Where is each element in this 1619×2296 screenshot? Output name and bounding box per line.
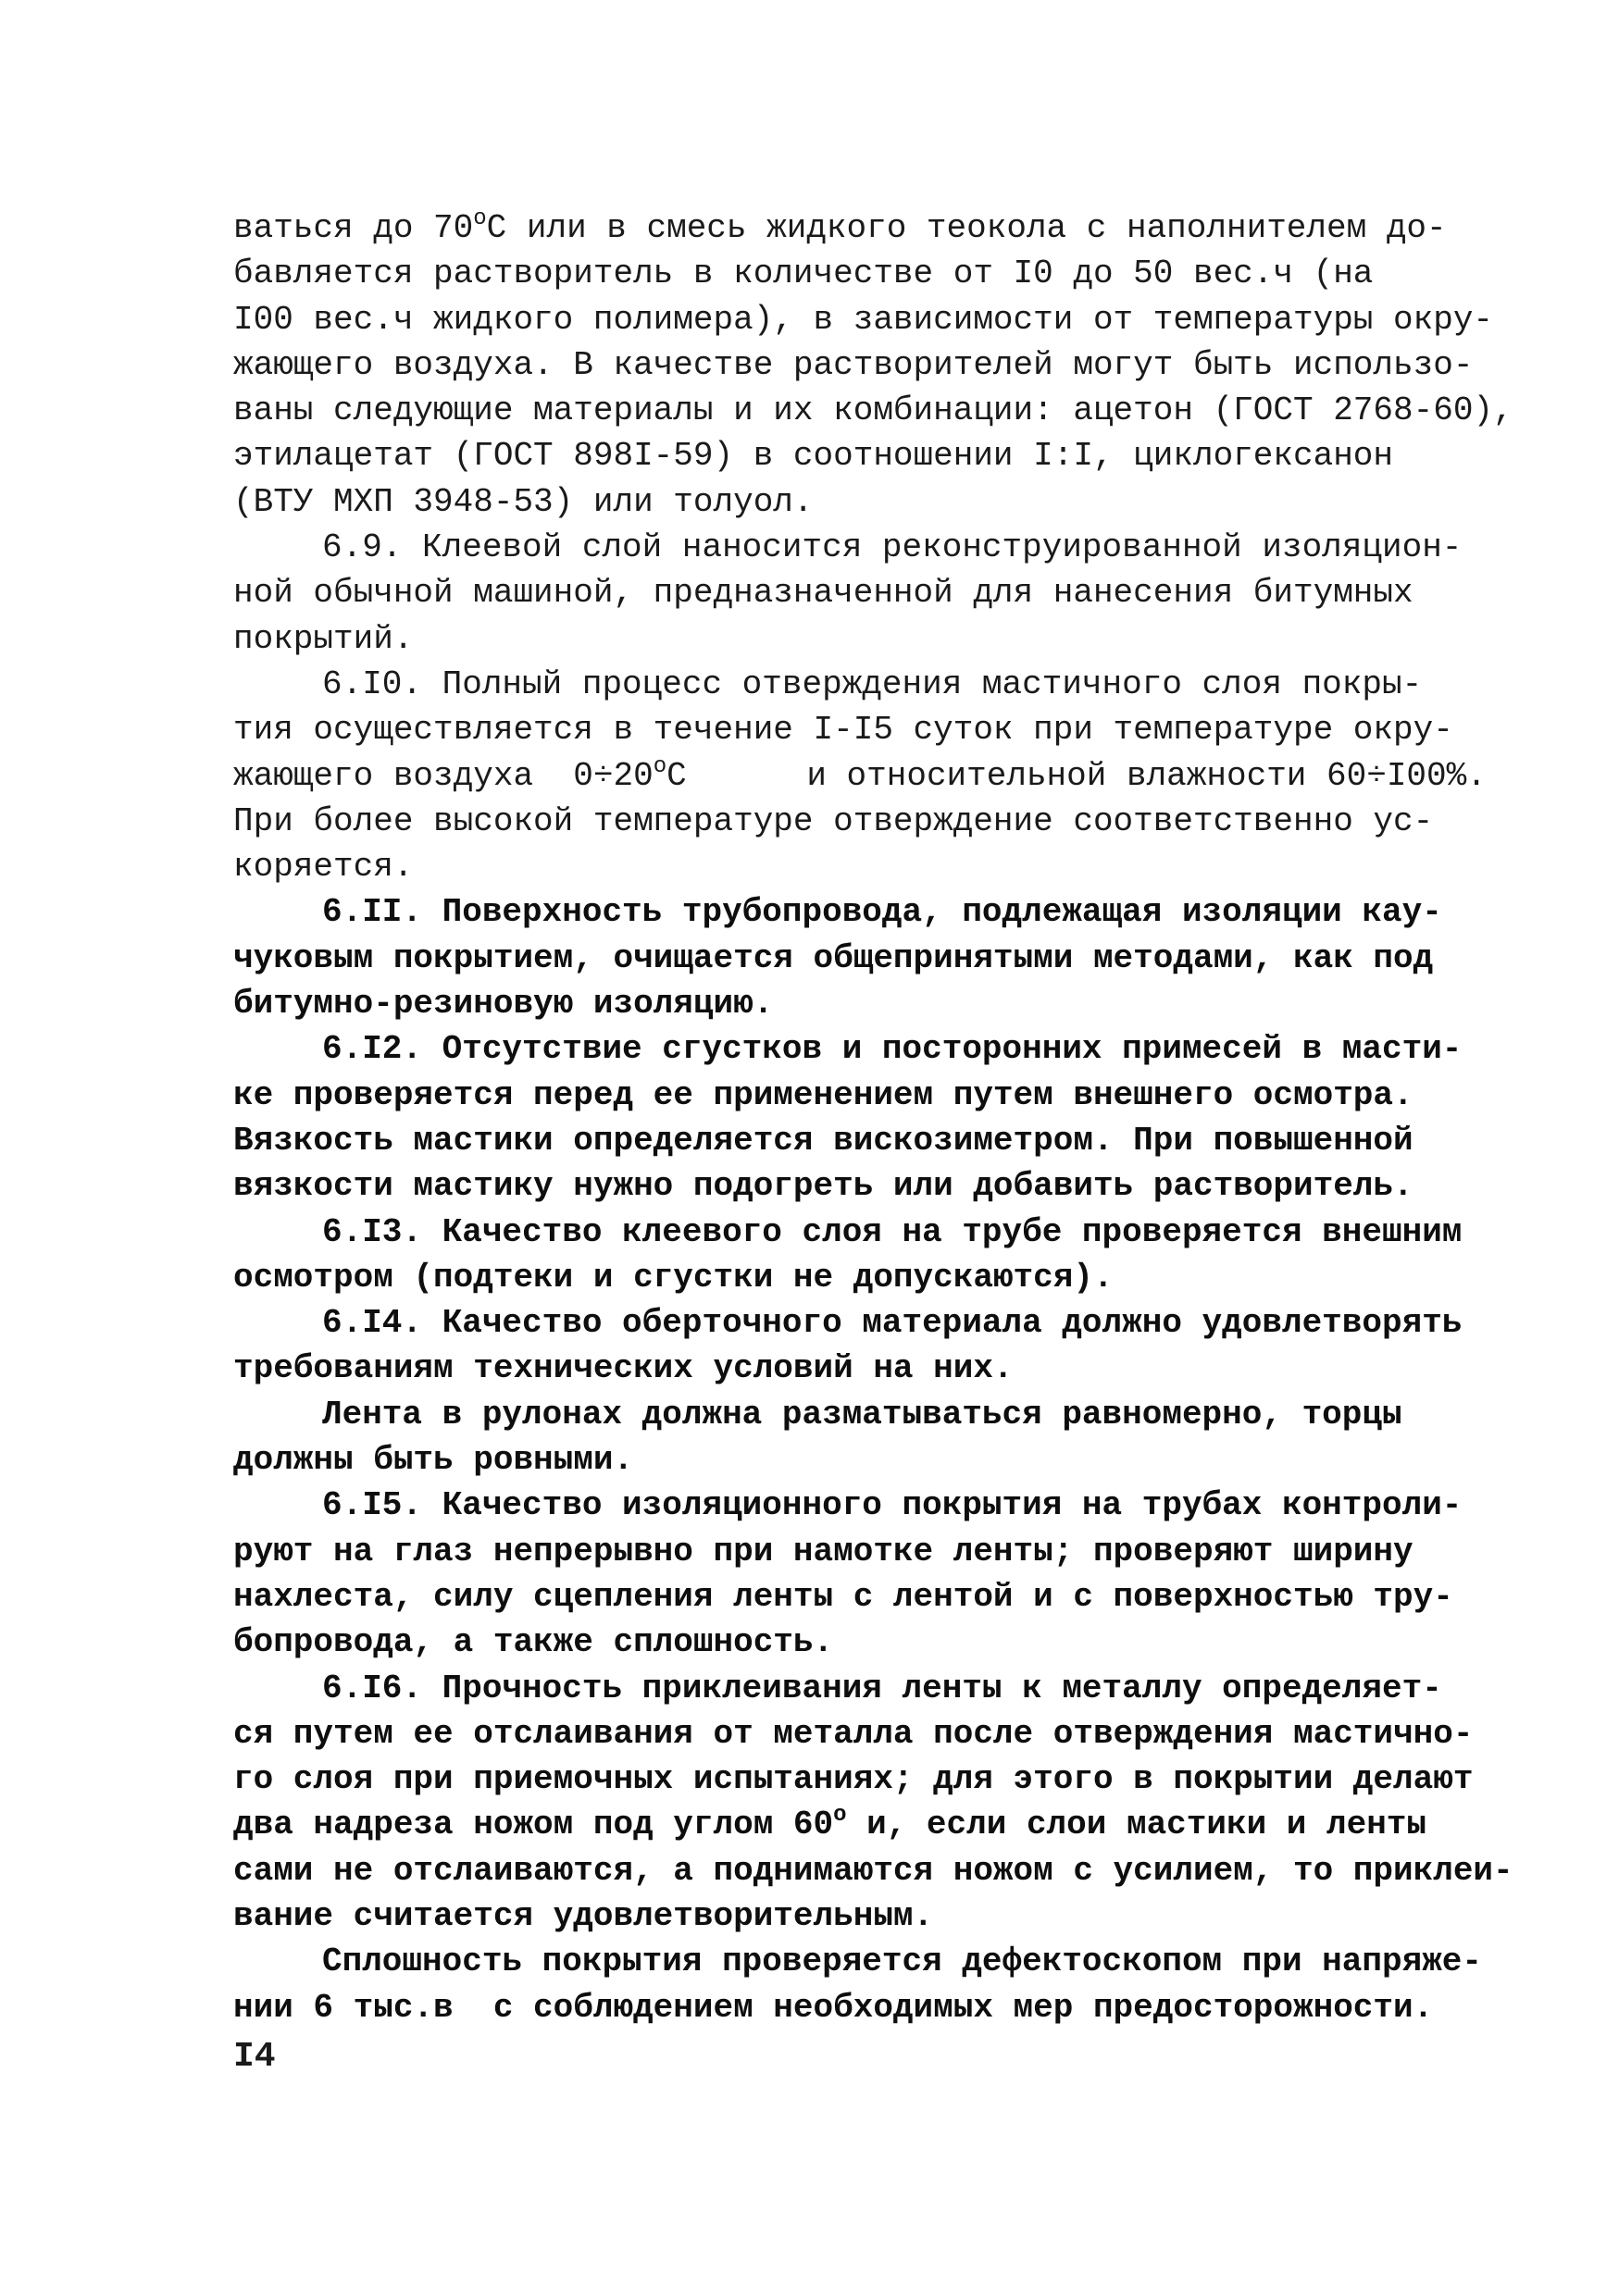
document-page — [233, 205, 1513, 2080]
paragraph-p-6-15 — [233, 1483, 1463, 1665]
text-line: 6.II. Поверхность трубопровода, подлежащая изоляции кау- — [322, 893, 1442, 932]
text-line: ся путем ее отслаивания от металла после отверждения мастично- — [233, 1714, 1474, 1753]
text-line: го слоя при приемочных испытаниях; для этого в покрытии делают — [233, 1760, 1474, 1799]
text-line: жающего воздуха $0\div 20^oС$ и относительной влажности 60÷I00%. — [233, 753, 1487, 795]
text-line: бопровода, а также сплошность. — [233, 1623, 834, 1662]
document-body — [233, 205, 1513, 2030]
text-line: два надреза ножом под углом 60$^o$ и, если слои мастики и ленты — [233, 1803, 1427, 1844]
text-line: ке проверяется перед ее применением путем внешнего осмотра. — [233, 1075, 1414, 1114]
paragraph-p-intro — [233, 205, 1513, 525]
text-line: вязкости мастику нужно подогреть или добавить растворитель. — [233, 1167, 1414, 1206]
paragraph-p-6-14 — [233, 1300, 1463, 1392]
text-line: бавляется растворитель в количестве от I0 до 50 вес.ч (на — [233, 254, 1374, 293]
paragraph-p-6-10 — [233, 662, 1487, 889]
text-line: 6.I6. Прочность приклеивания ленты к металлу определяет- — [322, 1669, 1442, 1707]
text-line: требованиям технических условий на них. — [233, 1349, 1014, 1388]
paragraph-p-6-16 — [233, 1666, 1513, 1940]
text-line: руют на глаз непрерывно при намотке ленты; проверяют ширину — [233, 1532, 1414, 1570]
text-line: коряется. — [233, 848, 414, 887]
text-line: осмотром (подтеки и сгустки не допускаются). — [233, 1258, 1114, 1297]
text-line: Лента в рулонах должна разматываться равномерно, торцы — [322, 1395, 1402, 1433]
text-line: вание считается удовлетворительным. — [233, 1896, 934, 1935]
text-line: Сплошность покрытия проверяется дефектоскопом при напряже- — [322, 1942, 1483, 1981]
text-line: 6.I3. Качество клеевого слоя на трубе проверяется внешним — [322, 1212, 1463, 1251]
paragraph-p-6-12 — [233, 1026, 1463, 1209]
text-line: При более высокой температуре отверждение соответственно ус- — [233, 801, 1434, 840]
paragraph-p-6-11 — [233, 889, 1442, 1026]
text-line: должны быть ровными. — [233, 1441, 634, 1480]
text-line: жающего воздуха. В качестве растворителей могут быть использо- — [233, 345, 1474, 384]
text-line: (ВТУ МХП 3948-53) или толуол. — [233, 482, 814, 521]
text-line: чуковым покрытием, очищается общепринятыми методами, как под — [233, 938, 1434, 977]
text-line: 6.I2. Отсутствие сгустков и посторонних примесей в масти- — [322, 1030, 1463, 1069]
text-line: битумно-резиновую изоляцию. — [233, 985, 774, 1024]
text-line: сами не отслаиваются, а поднимаются ножом с усилием, то приклеи- — [233, 1851, 1513, 1890]
text-line: 6.I5. Качество изоляционного покрытия на трубах контроли- — [322, 1486, 1463, 1525]
text-line: 6.9. Клеевой слой наносится реконструированной изоляцион- — [322, 528, 1463, 567]
text-line: ной обычной машиной, предназначенной для нанесения битумных — [233, 574, 1414, 613]
text-line: 6.I4. Качество оберточного материала должно удовлетворять — [322, 1304, 1463, 1343]
text-line: нахлеста, силу сцепления ленты с лентой и с поверхностью тру- — [233, 1577, 1453, 1616]
page-number: I4 — [233, 2036, 276, 2077]
paragraph-p-tape — [233, 1392, 1437, 1483]
text-line: покрытий. — [233, 619, 414, 658]
text-line: 6.I0. Полный процесс отверждения мастичного слоя покры- — [322, 664, 1423, 703]
text-line: тия осуществляется в течение I-I5 суток при температуре окру- — [233, 711, 1453, 750]
text-line: ваться до 70$^o$С или в смесь жидкого теокола с наполнителем до- — [233, 206, 1447, 247]
text-line: I00 вес.ч жидкого полимера), в зависимости от температуры окру- — [233, 300, 1494, 339]
text-line: Вязкость мастики определяется вискозиметром. При повышенной — [233, 1121, 1414, 1160]
paragraph-p-continuity — [233, 1939, 1483, 2030]
text-line: нии 6 тыс.в с соблюдением необходимых мер предосторожности. — [233, 1988, 1434, 2027]
paragraph-p-6-13 — [233, 1210, 1463, 1301]
text-line: этилацетат (ГОСТ 898I-59) в соотношении I:I, циклогексанон — [233, 437, 1394, 476]
text-line: ваны следующие материалы и их комбинации: ацетон (ГОСТ 2768-60), — [233, 391, 1513, 430]
paragraph-p-6-9 — [233, 525, 1463, 662]
